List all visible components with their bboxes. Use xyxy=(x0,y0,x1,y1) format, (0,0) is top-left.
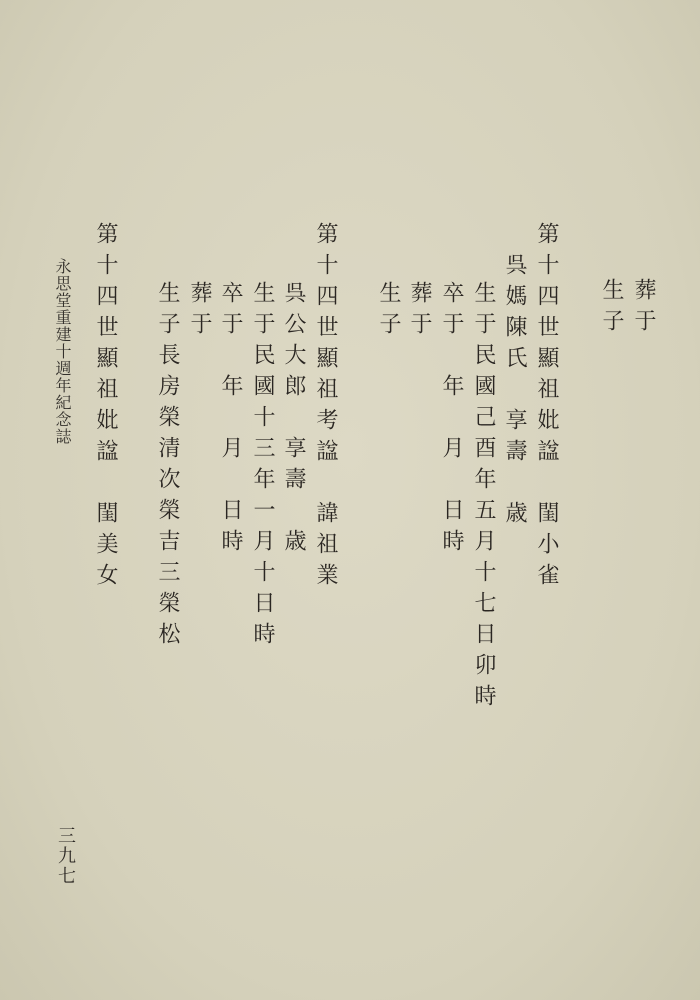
page-number: 三九七 xyxy=(55,826,76,886)
column-text: 卒于 年 月 日時 xyxy=(218,281,243,560)
text-column xyxy=(578,142,644,340)
column-text: 葬于 xyxy=(631,278,656,340)
column-text: 卒于 年 月 日時 xyxy=(439,281,464,560)
column-text: 呉公大郎 享壽 歳 xyxy=(281,281,306,560)
column-text: 生于民國十三年一月十日時 xyxy=(250,281,275,653)
text-column xyxy=(355,145,421,343)
column-text: 第十四世顯祖妣諡 閨美女 xyxy=(93,222,118,594)
column-text: 葬于 xyxy=(407,281,432,343)
column-text: 呉媽陳氏 享壽 歳 xyxy=(502,253,527,532)
running-title: 永思堂重建十週年紀念誌 xyxy=(53,258,72,445)
column-text: 生子長房榮清次榮吉三榮松 xyxy=(155,281,180,653)
column-text: 第十四世顯祖妣諡 閨小雀 xyxy=(534,222,559,594)
text-column xyxy=(134,145,200,653)
column-text: 第十四世顯祖考諡 諱祖業 xyxy=(313,222,338,594)
column-text: 葬于 xyxy=(187,281,212,343)
column-text: 生于民國己酉年五月十七日卯時 xyxy=(471,281,496,715)
column-text: 生子 xyxy=(376,281,401,343)
column-text: 生子 xyxy=(599,278,624,340)
